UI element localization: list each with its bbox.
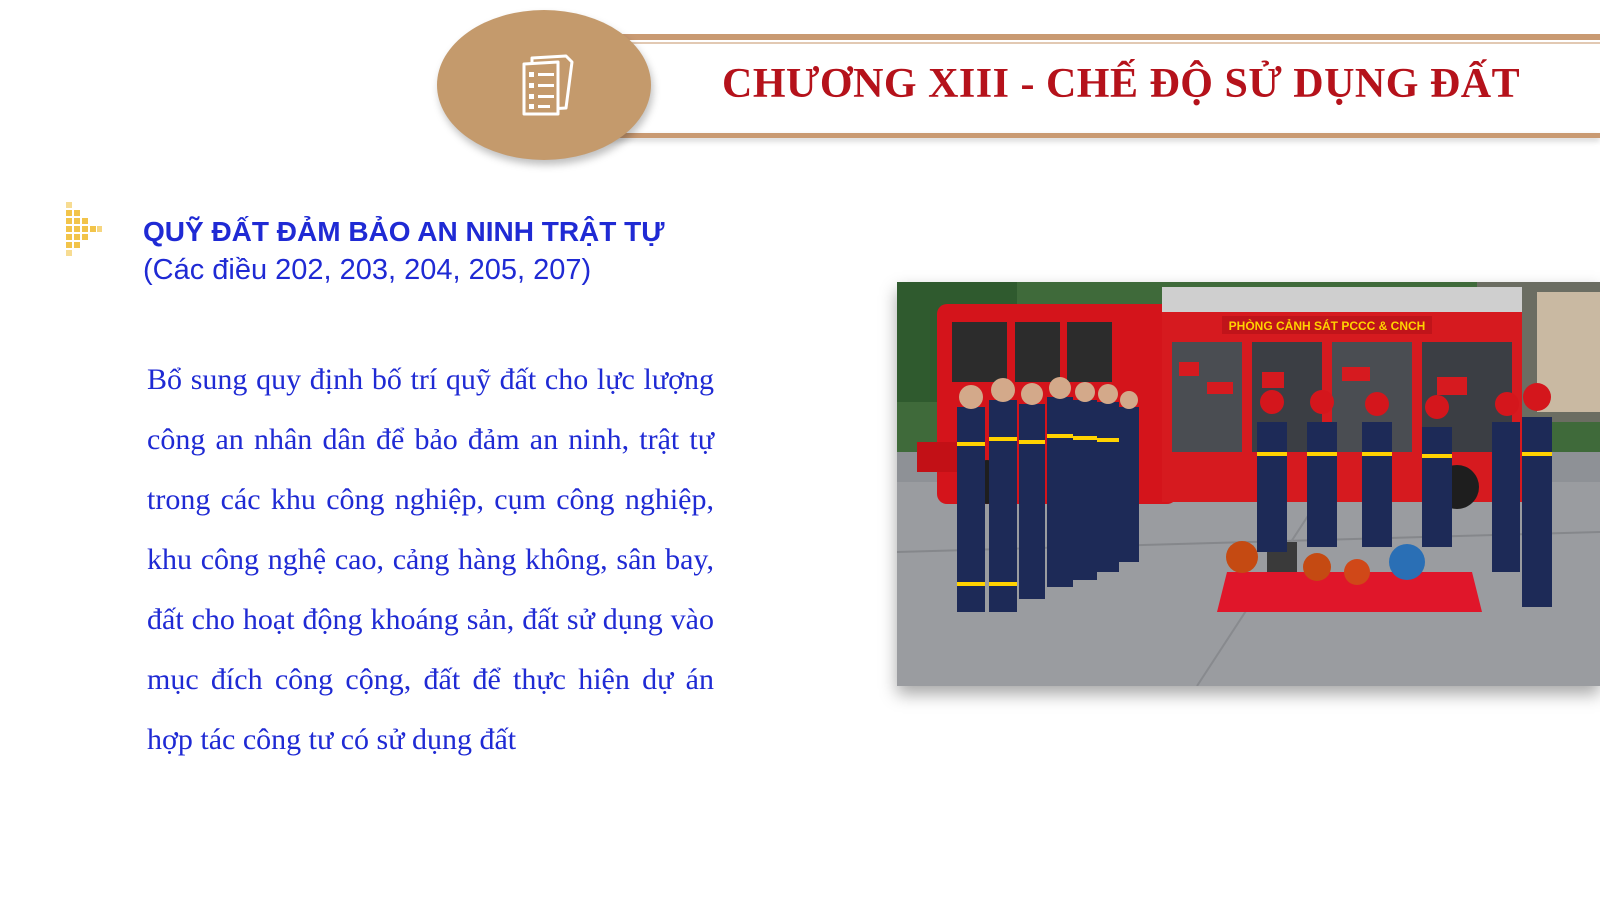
document-checklist-icon (514, 52, 576, 118)
header-line-top (590, 34, 1600, 40)
chapter-badge (437, 10, 651, 160)
section-articles: (Các điều 202, 203, 204, 205, 207) (143, 254, 592, 286)
section-title: QUỸ ĐẤT ĐẢM BẢO AN NINH TRẬT TỰ (143, 216, 665, 247)
body-paragraph: Bổ sung quy định bố trí quỹ đất cho lực lượng công an nhân dân để bảo đảm an ninh, trật tự trong các khu công nghiệp, cụm công nghiệp, khu công nghệ cao, cảng hàng không, sân bay, đất cho hoạt động khoáng sản, đất sử dụng vào mục đích công cộng, đất để thực hiện dự án hợp tác công tư có sử dụng đất (147, 363, 714, 756)
arrow-dots-icon (64, 196, 106, 269)
firefighters-photo (897, 282, 1600, 686)
header-line-bottom (590, 133, 1600, 138)
truck-sign: PHÒNG CẢNH SÁT PCCC & CNCH (1228, 319, 1426, 333)
header-line-top-thin (590, 42, 1600, 44)
chapter-title: CHƯƠNG XIII - CHẾ ĐỘ SỬ DỤNG ĐẤT (722, 61, 1521, 107)
